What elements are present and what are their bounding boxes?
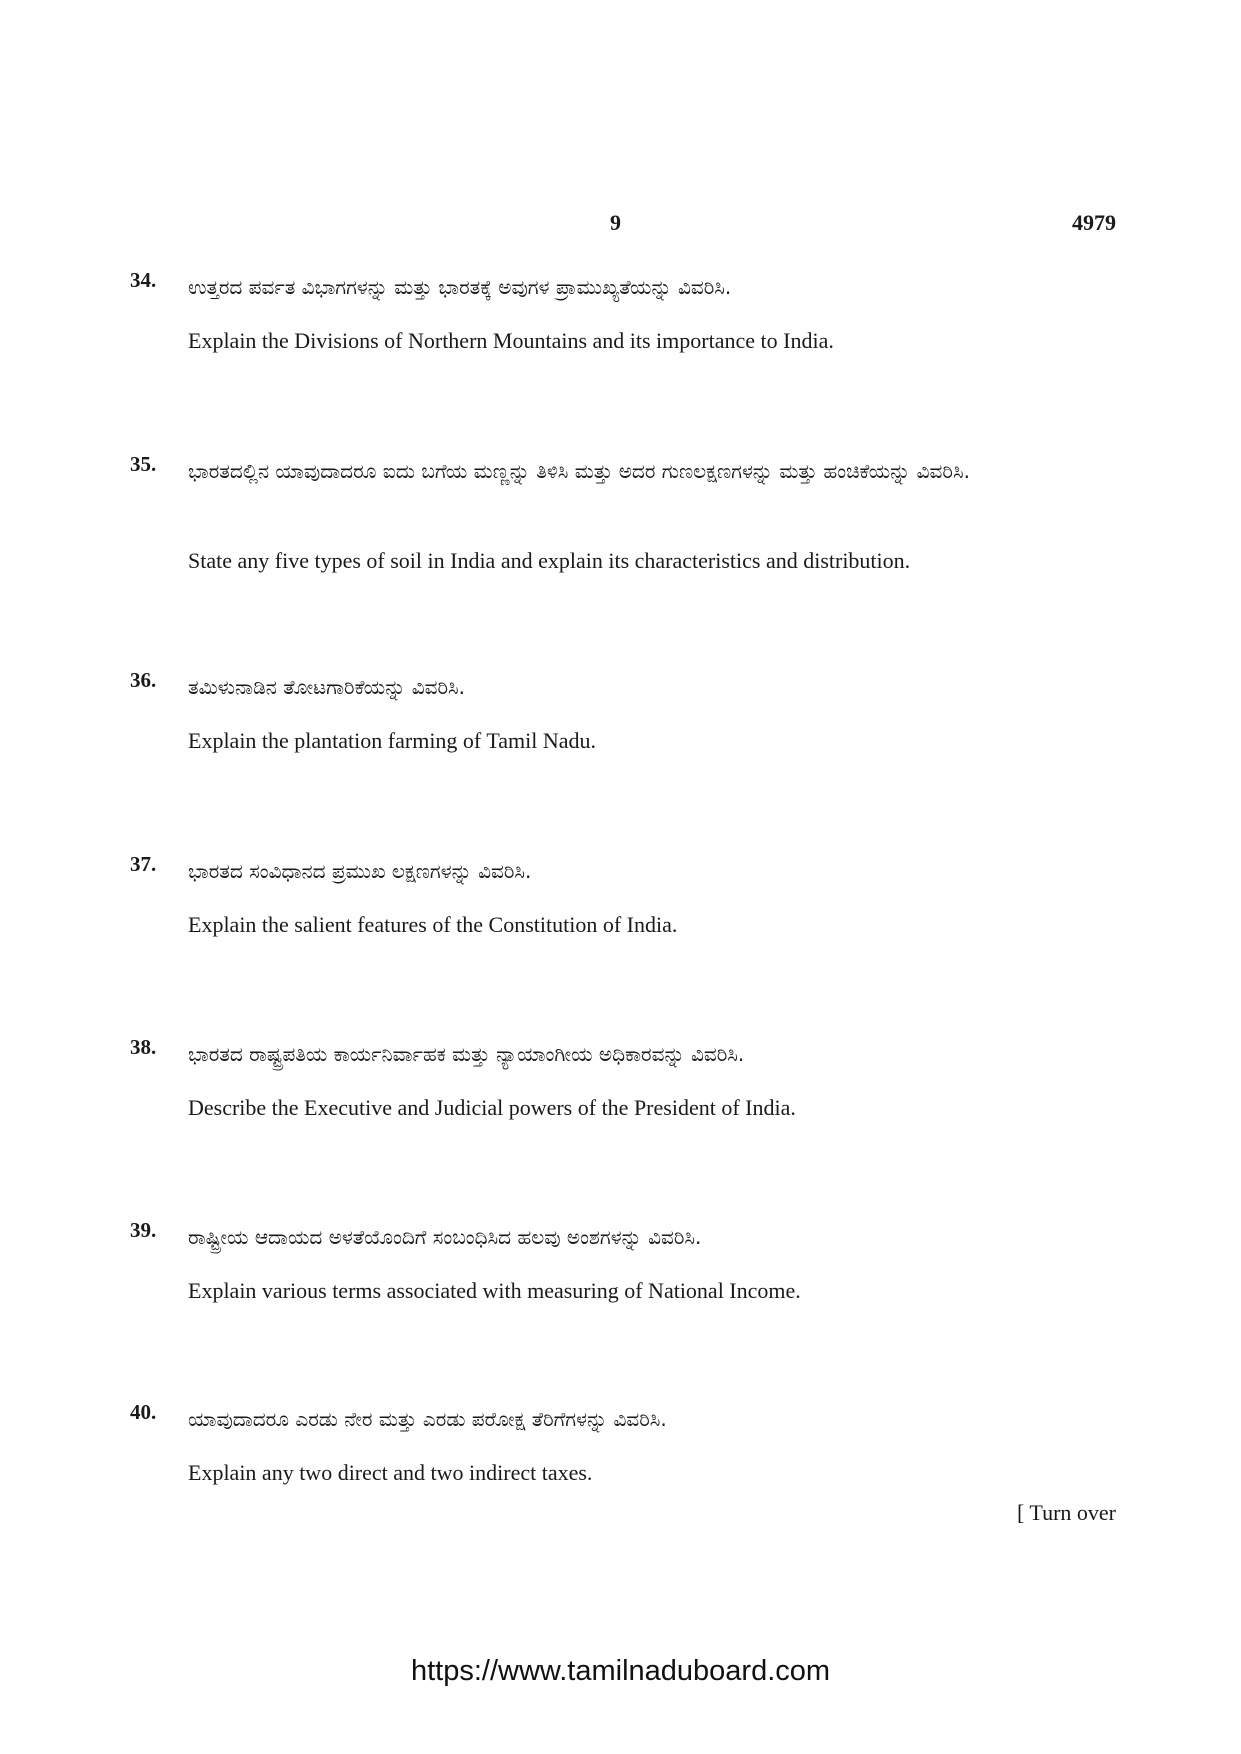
question-number: 40.	[130, 1400, 157, 1424]
question-kannada-text: ಭಾರತದ ಸಂವಿಧಾನದ ಪ್ರಮುಖ ಲಕ್ಷಣಗಳನ್ನು ವಿವರಿಸಿ.	[188, 859, 532, 883]
question-kannada-text: ಭಾರತದ ರಾಷ್ಟ್ರಪತಿಯ ಕಾರ್ಯನಿರ್ವಾಹಕ ಮತ್ತು ನ್ಯಾಯಾಂಗೀಯ ಅಧಿಕಾರವನ್ನು ವಿವರಿಸಿ.	[188, 1042, 745, 1066]
question-kannada-text: ರಾಷ್ಟ್ರೀಯ ಆದಾಯದ ಅಳತೆಯೊಂದಿಗೆ ಸಂಬಂಧಿಸಿದ ಹಲವು ಅಂಶಗಳನ್ನು ವಿವರಿಸಿ.	[188, 1225, 702, 1249]
question-english-text: Explain the salient features of the Constitution of India.	[188, 912, 678, 937]
footer-url: https://www.tamilnaduboard.com	[410, 1655, 831, 1687]
question-kannada-text: ತಮಿಳುನಾಡಿನ ತೋಟಗಾರಿಕೆಯನ್ನು ವಿವರಿಸಿ.	[188, 675, 466, 699]
question-english-text: Explain the plantation farming of Tamil Nadu.	[188, 728, 597, 753]
question-number: 35.	[130, 452, 157, 476]
question-english-text: State any five types of soil in India and explain its characteristics and distribution.	[188, 548, 911, 573]
question-kannada-text: ಭಾರತದಲ್ಲಿನ ಯಾವುದಾದರೂ ಐದು ಬಗೆಯ ಮಣ್ಣನ್ನು ತಿಳಿಸಿ ಮತ್ತು ಅದರ ಗುಣಲಕ್ಷಣಗಳನ್ನು ಮತ್ತು ಹಂಚಿಕೆಯನ್ನು ವಿವರಿಸಿ.	[188, 459, 970, 483]
question-kannada-text: ಉತ್ತರದ ಪರ್ವತ ವಿಭಾಗಗಳನ್ನು ಮತ್ತು ಭಾರತಕ್ಕೆ ಅವುಗಳ ಪ್ರಾಮುಖ್ಯತೆಯನ್ನು ವಿವರಿಸಿ.	[188, 275, 732, 299]
turn-over-note: [ Turn over	[1016, 1500, 1116, 1525]
question-english-text: Explain any two direct and two indirect taxes.	[188, 1460, 593, 1485]
question-number: 37.	[130, 852, 157, 876]
question-number: 34.	[130, 268, 157, 292]
question-kannada-text: ಯಾವುದಾದರೂ ಎರಡು ನೇರ ಮತ್ತು ಎರಡು ಪರೋಕ್ಷ ತೆರಿಗೆಗಳನ್ನು ವಿವರಿಸಿ.	[188, 1407, 667, 1431]
page-number: 9	[610, 210, 621, 235]
question-number: 36.	[130, 668, 157, 692]
question-english-text: Explain the Divisions of Northern Mountains and its importance to India.	[188, 328, 834, 353]
question-english-text: Explain various terms associated with measuring of National Income.	[188, 1278, 801, 1303]
question-number: 38.	[130, 1035, 157, 1059]
question-english-text: Describe the Executive and Judicial powers of the President of India.	[188, 1095, 796, 1120]
question-number: 39.	[130, 1218, 157, 1242]
paper-code: 4979	[1072, 210, 1116, 235]
